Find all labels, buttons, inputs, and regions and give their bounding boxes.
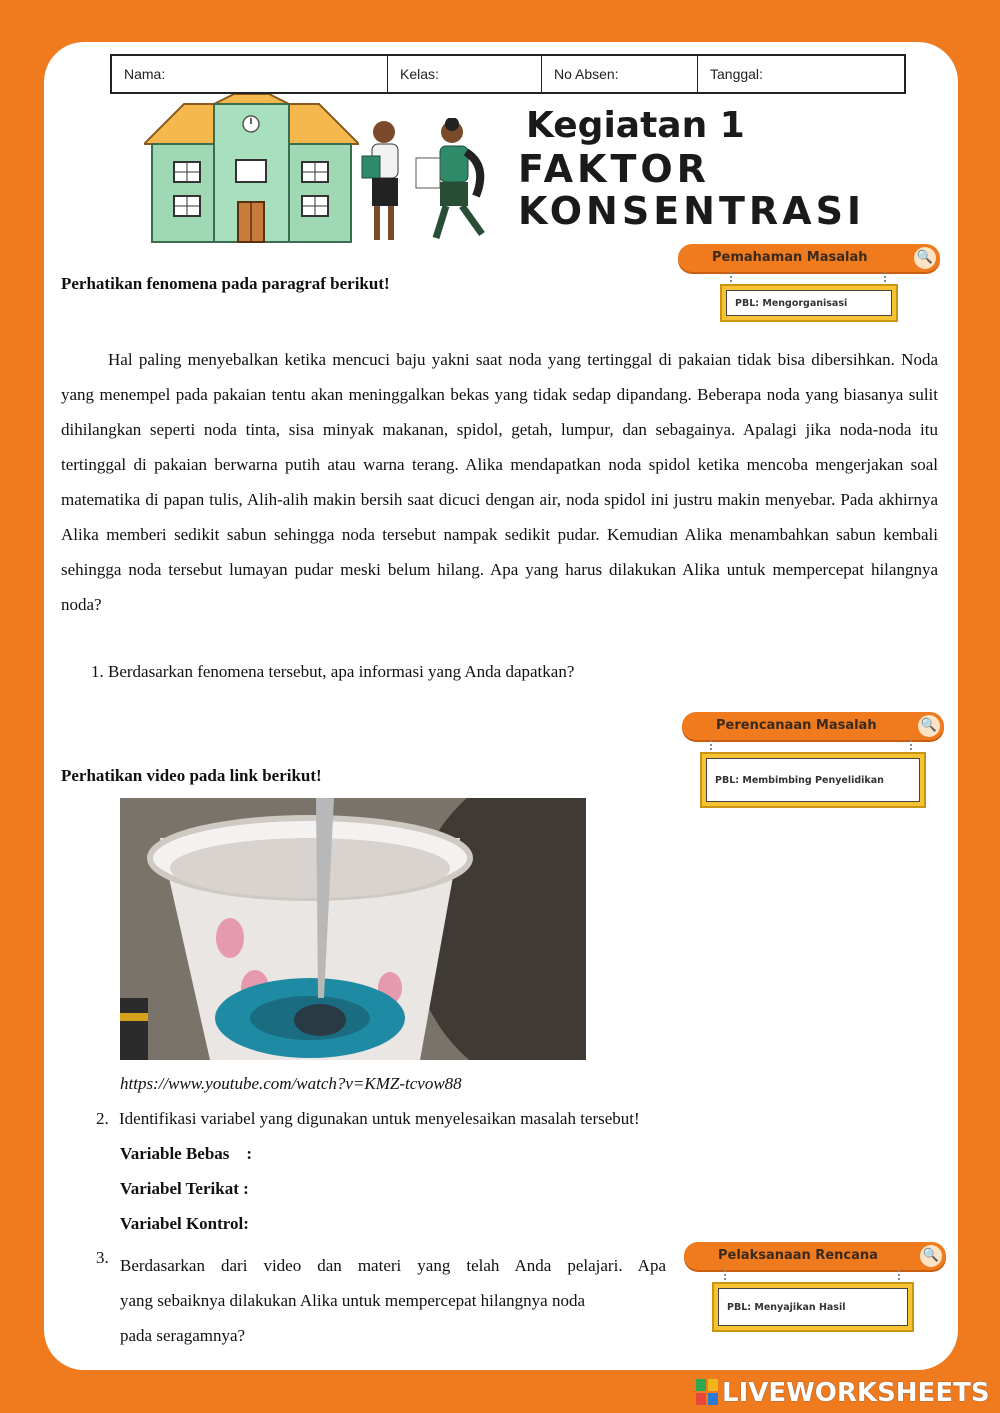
question-2 (96, 1109, 640, 1129)
magnifier-icon: 🔍 (914, 247, 936, 269)
variable-kontrol-label: Variabel Kontrol: (120, 1214, 249, 1233)
question-1 (91, 662, 574, 682)
sign-plate-label: PBL: Membimbing Penyelidikan (706, 758, 920, 802)
title-konsentrasi: KONSENTRASI (518, 189, 866, 233)
variable-terikat-label: Variabel Terikat : (120, 1179, 249, 1198)
title-faktor: FAKTOR (518, 147, 710, 191)
sign-title-label: Pemahaman Masalah (712, 250, 868, 265)
question-1-text: Berdasarkan fenomena tersebut, apa informasi yang Anda dapatkan? (108, 662, 575, 681)
question-1-number: 1. (91, 662, 104, 681)
liveworksheets-watermark (696, 1378, 990, 1408)
nama-field[interactable]: Nama: (112, 56, 388, 92)
video-link[interactable]: https://www.youtube.com/watch?v=KMZ-tcvow88 (120, 1074, 462, 1093)
phenomenon-paragraph: Hal paling menyebalkan ketika mencuci baju yakni saat noda yang tertinggal di pakaian tidak bisa dibersihkan. Noda yang menempel pada pakaian tentu akan meninggalkan bekas yang tidak sedap dipandang. Beberapa noda yang biasanya sulit dihilangkan seperti noda tinta, sisa minyak makanan, spidol, getah, lumpur, dan sebagainya. Apalagi jika noda-noda itu tertinggal di pakaian berwarna putih atau warna terang. Alika mendapatkan noda spidol ketika mencoba mengerjakan soal matematika di papan tulis, Alih-alih makin bersih saat dicuci dengan air, noda spidol ini justru makin menyebar. Pada akhirnya Alika memberi sedikit sabun sehingga noda tersebut nampak sedikit pudar. Kemudian Alika menambahkan sabun kembali sehingga noda tersebut lumayan pudar meski belum hilang. Apa yang harus dilakukan Alika untuk mempercepat hilangnya noda? (61, 350, 938, 614)
tanggal-field[interactable]: Tanggal: (710, 66, 763, 82)
question-3-number: 3. (96, 1248, 109, 1267)
no-absen-field[interactable]: No Absen: (542, 56, 698, 92)
school-building-illustration (144, 94, 359, 244)
sign-plate-label: PBL: Menyajikan Hasil (718, 1288, 908, 1326)
sign-title (678, 244, 940, 272)
question-2-number: 2. (96, 1109, 109, 1128)
student-info-table (110, 54, 906, 94)
section2-heading: Perhatikan video pada link berikut! (61, 766, 322, 785)
watermark-text: LIVEWORKSHEETS (722, 1378, 990, 1408)
sign-perencanaan-masalah (682, 712, 944, 786)
students-illustration (354, 118, 499, 244)
worksheet-page (44, 42, 958, 1370)
question-3-line2: yang sebaiknya dilakukan Alika untuk mempercepat hilangnya noda (120, 1291, 586, 1310)
magnifier-icon: 🔍 (918, 715, 940, 737)
video-thumbnail[interactable] (120, 798, 586, 1060)
section1-heading: Perhatikan fenomena pada paragraf berikut! (61, 274, 390, 293)
activity-title (518, 104, 865, 232)
sign-plate (712, 1282, 914, 1332)
magnifier-icon: 🔍 (920, 1245, 942, 1267)
sign-pelaksanaan-rencana (684, 1242, 946, 1313)
kelas-field[interactable]: Kelas: (388, 56, 542, 92)
question-3-line3: pada seragamnya? (120, 1326, 246, 1345)
sign-pemahaman-masalah (678, 244, 940, 309)
title-kegiatan: Kegiatan 1 (526, 105, 745, 146)
variable-bebas-label: Variable Bebas : (120, 1144, 253, 1163)
sign-plate (720, 284, 898, 322)
sign-title (682, 712, 944, 740)
liveworksheets-logo-icon (696, 1379, 718, 1405)
sign-plate-label: PBL: Mengorganisasi (726, 290, 892, 316)
sign-title-label: Perencanaan Masalah (716, 718, 877, 733)
sign-title (684, 1242, 946, 1270)
question-2-text: Identifikasi variabel yang digunakan untuk menyelesaikan masalah tersebut! (119, 1109, 640, 1128)
sign-plate (700, 752, 926, 808)
sign-title-label: Pelaksanaan Rencana (718, 1248, 878, 1263)
question-3-line1: Berdasarkan dari video dan materi yang telah Anda pelajari. Apa (120, 1256, 666, 1275)
